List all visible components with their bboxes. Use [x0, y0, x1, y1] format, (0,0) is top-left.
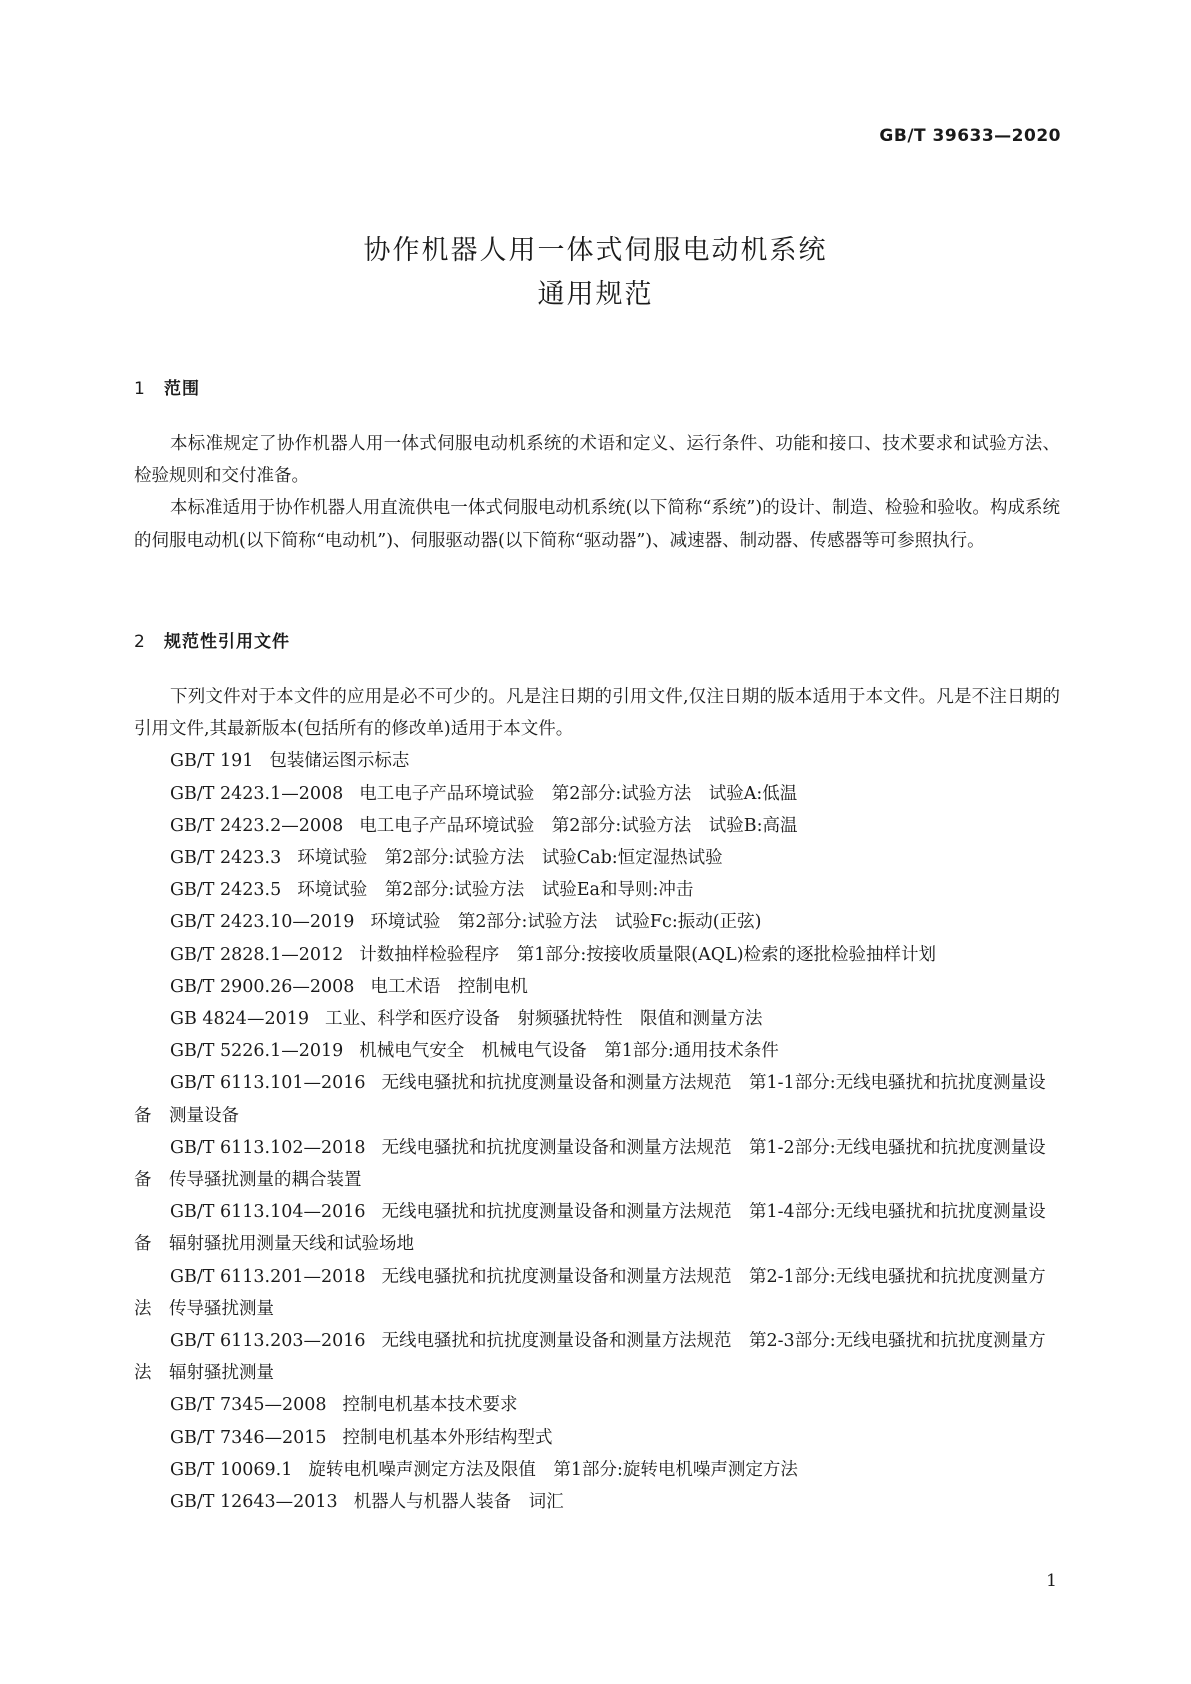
reference-title: 机械电气安全 机械电气设备 第1部分:通用技术条件: [359, 1041, 779, 1062]
reference-title: 控制电机基本外形结构型式: [342, 1427, 553, 1448]
reference-code: GB/T 5226.1—2019: [170, 1041, 344, 1062]
section-heading-normative-references: [134, 627, 290, 652]
standard-number: GB/T 39633—2020: [879, 126, 1061, 146]
reference-code: GB 4824—2019: [170, 1009, 309, 1030]
reference-item: [134, 1132, 1060, 1196]
reference-code: GB/T 7346—2015: [170, 1427, 327, 1448]
reference-title: 工业、科学和医疗设备 射频骚扰特性 限值和测量方法: [324, 1009, 763, 1030]
reference-code: GB/T 2423.1—2008: [170, 783, 344, 804]
reference-item: [134, 1067, 1060, 1131]
reference-title: 环境试验 第2部分:试验方法 试验Cab:恒定湿热试验: [297, 848, 723, 869]
reference-code: GB/T 2900.26—2008: [170, 976, 355, 997]
reference-title: 环境试验 第2部分:试验方法 试验Ea和导则:冲击: [297, 880, 694, 901]
reference-item: [134, 1389, 1060, 1421]
reference-code: GB/T 7345—2008: [170, 1395, 327, 1416]
paragraph: 本标准适用于协作机器人用直流供电一体式伺服电动机系统(以下简称“系统”)的设计、制造、检验和验收。构成系统的伺服电动机(以下简称“电动机”)、伺服驱动器(以下简称“驱动器”)、减速器、制动器、传感器等可参照执行。: [134, 498, 1060, 551]
reference-title: 无线电骚扰和抗扰度测量设备和测量方法规范 第1-1部分:无线电骚扰和抗扰度测量设备 测量设备: [134, 1073, 1046, 1126]
reference-title: 电工电子产品环境试验 第2部分:试验方法 试验A:低温: [359, 783, 798, 804]
reference-item: [134, 874, 1060, 906]
reference-item: [134, 1261, 1060, 1325]
reference-title: 计数抽样检验程序 第1部分:按接收质量限(AQL)检索的逐批检验抽样计划: [359, 944, 937, 965]
reference-code: GB/T 6113.104—2016: [170, 1202, 366, 1223]
reference-code: GB/T 6113.102—2018: [170, 1137, 366, 1158]
references-body: [134, 681, 1060, 1518]
reference-title: 电工电子产品环境试验 第2部分:试验方法 试验B:高温: [359, 815, 798, 836]
reference-code: GB/T 6113.101—2016: [170, 1073, 366, 1094]
reference-item: [134, 842, 1060, 874]
reference-title: 机器人与机器人装备 词汇: [353, 1492, 564, 1513]
reference-title: 电工术语 控制电机: [370, 976, 528, 997]
reference-code: GB/T 2423.3: [170, 848, 282, 869]
document-title-line2: 通用规范: [537, 279, 654, 310]
reference-title: 环境试验 第2部分:试验方法 试验Fc:振动(正弦): [370, 912, 762, 933]
reference-item: [134, 971, 1060, 1003]
reference-item: [134, 1035, 1060, 1067]
reference-title: 控制电机基本技术要求: [342, 1395, 518, 1416]
reference-code: GB/T 6113.203—2016: [170, 1331, 366, 1352]
reference-code: GB/T 10069.1: [170, 1459, 293, 1480]
reference-item: [134, 778, 1060, 810]
reference-item: [134, 1486, 1060, 1518]
section-number: 2: [134, 632, 146, 652]
page-number: 1: [1046, 1571, 1057, 1591]
reference-item: [134, 1196, 1060, 1260]
reference-title: 包装储运图示标志: [269, 751, 410, 772]
reference-item: [134, 1003, 1060, 1035]
scope-body: [134, 428, 1060, 557]
reference-code: GB/T 191: [170, 751, 254, 772]
reference-code: GB/T 2423.10—2019: [170, 912, 355, 933]
reference-title: 无线电骚扰和抗扰度测量设备和测量方法规范 第2-3部分:无线电骚扰和抗扰度测量方法 辐射骚扰测量: [134, 1331, 1046, 1384]
reference-title: 旋转电机噪声测定方法及限值 第1部分:旋转电机噪声测定方法: [308, 1459, 798, 1480]
reference-code: GB/T 6113.201—2018: [170, 1266, 366, 1287]
paragraph: 下列文件对于本文件的应用是必不可少的。凡是注日期的引用文件,仅注日期的版本适用于本文件。凡是不注日期的引用文件,其最新版本(包括所有的修改单)适用于本文件。: [134, 687, 1060, 740]
reference-title: 无线电骚扰和抗扰度测量设备和测量方法规范 第2-1部分:无线电骚扰和抗扰度测量方法 传导骚扰测量: [134, 1266, 1046, 1319]
section-title: 范围: [164, 379, 200, 399]
reference-item: [134, 810, 1060, 842]
reference-item: [134, 1454, 1060, 1486]
document-title-line1: 协作机器人用一体式伺服电动机系统: [363, 235, 828, 266]
paragraph: 本标准规定了协作机器人用一体式伺服电动机系统的术语和定义、运行条件、功能和接口、技术要求和试验方法、检验规则和交付准备。: [134, 434, 1060, 487]
reference-item: [134, 939, 1060, 971]
section-heading-scope: [134, 374, 200, 399]
reference-item: [134, 906, 1060, 938]
reference-code: GB/T 12643—2013: [170, 1492, 338, 1513]
reference-item: [134, 1325, 1060, 1389]
reference-item: [134, 1422, 1060, 1454]
section-number: 1: [134, 379, 146, 399]
reference-list: [134, 745, 1060, 1518]
section-title: 规范性引用文件: [164, 632, 290, 652]
reference-title: 无线电骚扰和抗扰度测量设备和测量方法规范 第1-2部分:无线电骚扰和抗扰度测量设备 传导骚扰测量的耦合装置: [134, 1137, 1046, 1191]
reference-code: GB/T 2828.1—2012: [170, 944, 344, 965]
reference-code: GB/T 2423.5: [170, 880, 282, 901]
reference-item: [134, 745, 1060, 777]
reference-code: GB/T 2423.2—2008: [170, 815, 344, 836]
reference-title: 无线电骚扰和抗扰度测量设备和测量方法规范 第1-4部分:无线电骚扰和抗扰度测量设备 辐射骚扰用测量天线和试验场地: [134, 1202, 1046, 1255]
